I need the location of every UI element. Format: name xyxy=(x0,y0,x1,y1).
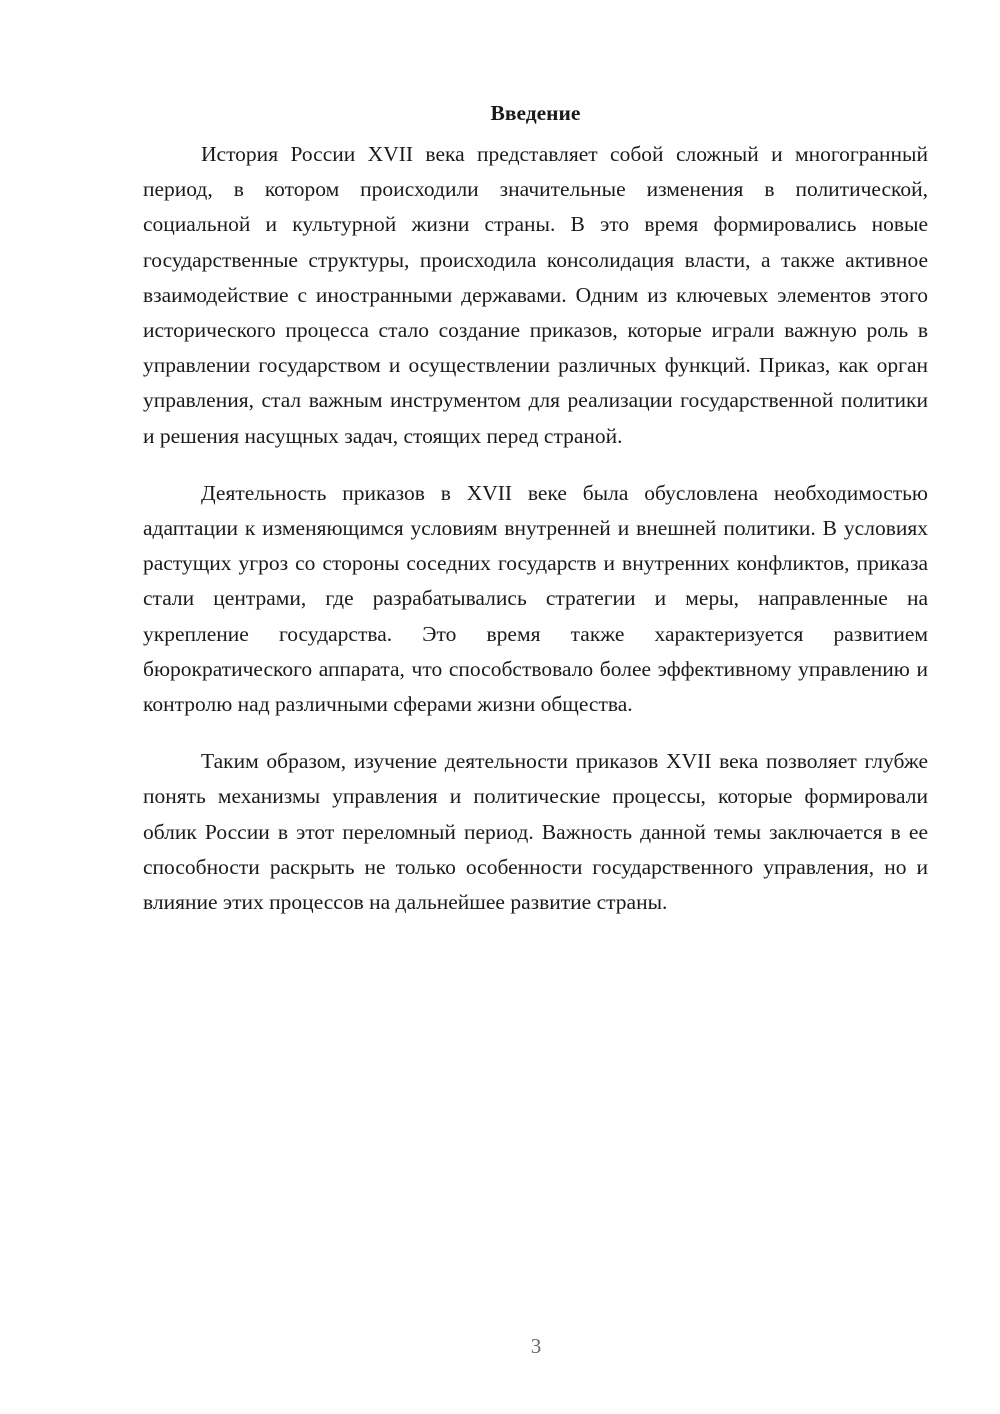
paragraph-1: История России XVII века представляет собой сложный и многогранный период, в котором происходили значительные изменения в политической, социальной и культурной жизни страны. В это время формировались новые государственные структуры, происходила консолидация власти, а также активное взаимодействие с иностранными державами. Одним из ключевых элементов этого исторического процесса стало создание приказов, которые играли важную роль в управлении государством и осуществлении различных функций. Приказ, как орган управления, стал важным инструментом для реализации государственной политики и решения насущных задач, стоящих перед страной. xyxy=(143,142,928,448)
section-title: Введение xyxy=(490,101,581,125)
page-content xyxy=(143,96,928,942)
page-number: 3 xyxy=(530,1334,542,1358)
paragraph-2: Деятельность приказов в XVII веке была обусловлена необходимостью адаптации к изменяющимся условиям внутренней и внешней политики. В условиях растущих угроз со стороны соседних государств и внутренних конфликтов, приказа стали центрами, где разрабатывались стратегии и меры, направленные на укрепление государства. Это время также характеризуется развитием бюрократического аппарата, что способствовало более эффективному управлению и контролю над различными сферами жизни общества. xyxy=(143,480,928,717)
paragraph-3: Таким образом, изучение деятельности приказов XVII века позволяет глубже понять механизмы управления и политические процессы, которые формировали облик России в этот переломный период. Важность данной темы заключается в ее способности раскрыть не только особенности государственного управления, но и влияние этих процессов на дальнейшее развитие страны. xyxy=(143,749,928,915)
